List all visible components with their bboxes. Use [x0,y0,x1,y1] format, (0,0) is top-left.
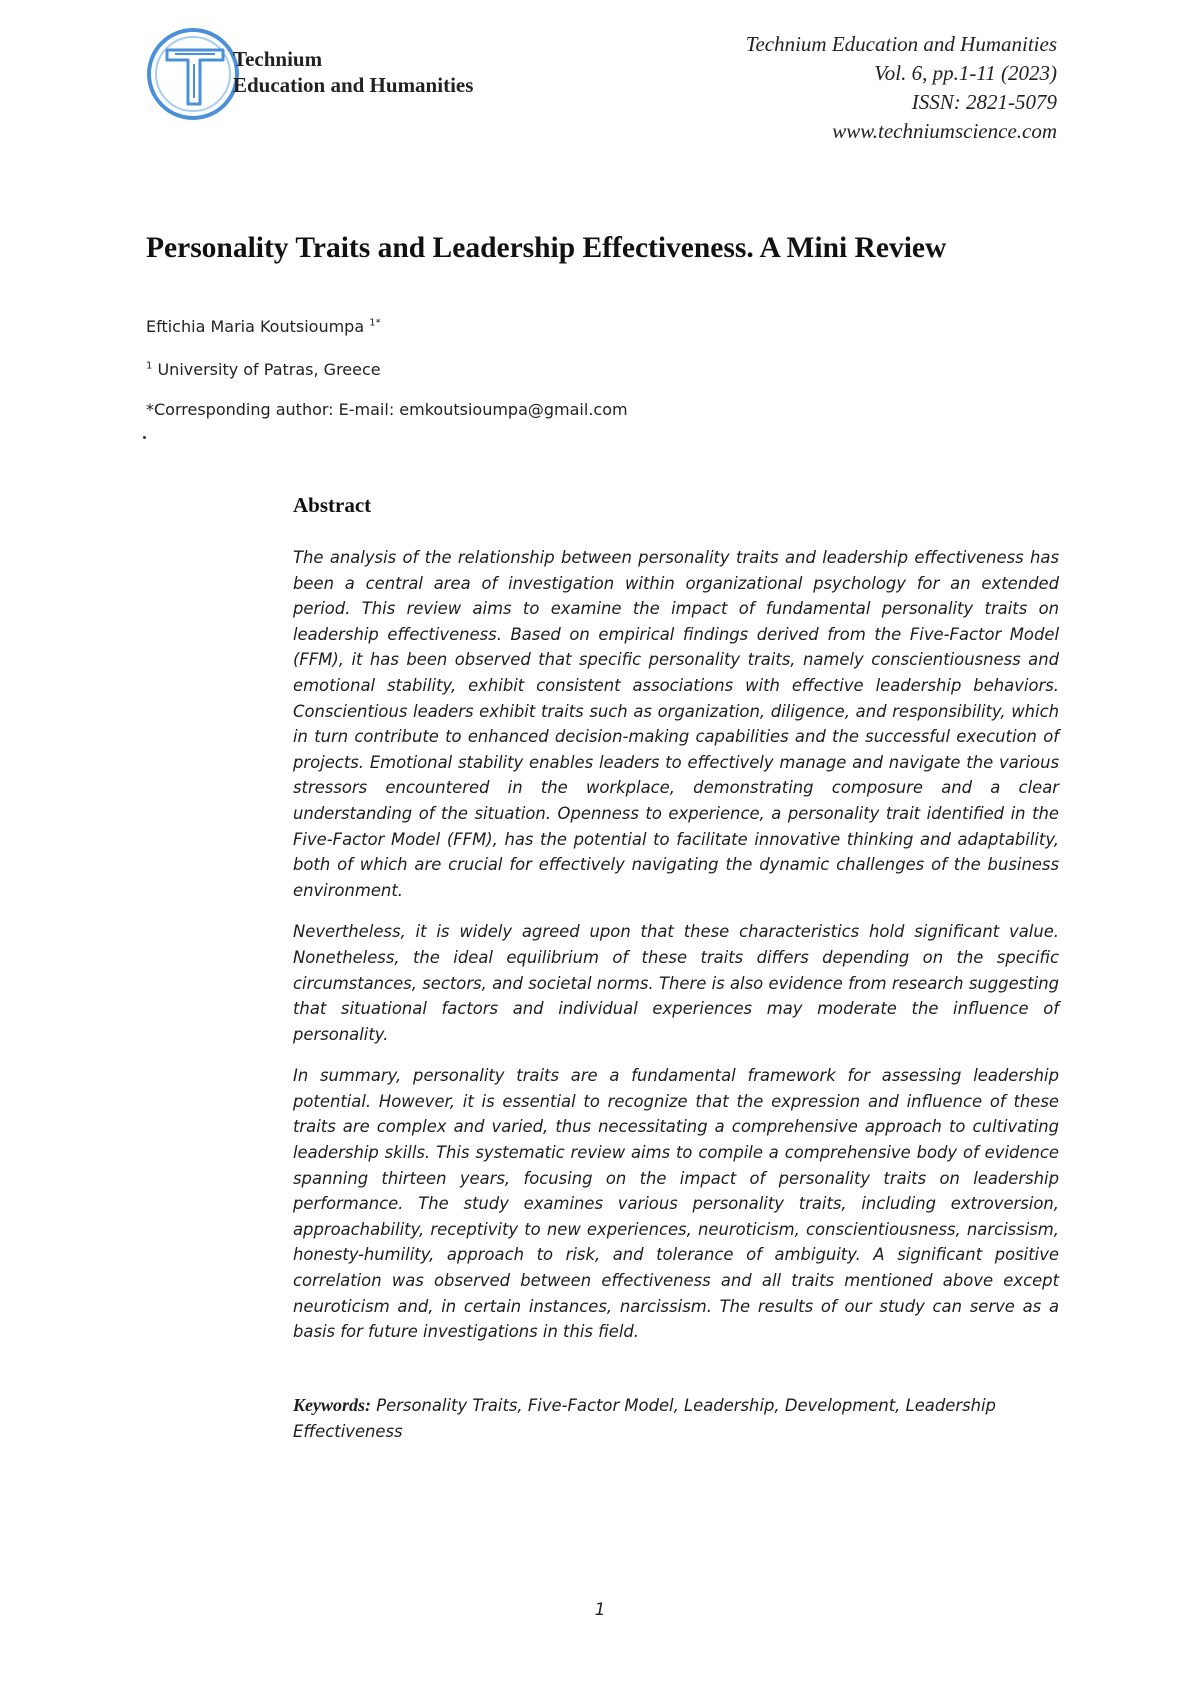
page-number: 1 [594,1600,606,1620]
journal-logo-icon [145,24,245,124]
abstract-paragraph: Nevertheless, it is widely agreed upon that these characteristics hold significant value. Nonetheless, the ideal equilibrium of these traits differs depending on the specific circumstances, sectors, and societal norms. There is also evidence from research suggesting that situational factors and individual experiences may moderate the influence of personality. [293,922,1059,1044]
affiliation-text: University of Patras, Greece [157,360,381,379]
journal-volume: Vol. 6, pp.1-11 (2023) [874,61,1057,85]
abstract-paragraph: In summary, personality traits are a fundamental framework for assessing leadership potential. However, it is essential to recognize that the expression and influence of these traits are complex and varied, thus necessitating a comprehensive approach to cultivating leadership skills. This systematic review aims to compile a comprehensive body of evidence spanning thirteen years, focusing on the impact of personality traits on leadership performance. The study examines various personality traits, including extroversion, approachability, receptivity to new experiences, neuroticism, conscientiousness, narcissism, honesty-humility, approach to risk, and tolerance of ambiguity. A significant positive correlation was observed between effectiveness and all traits mentioned above except neuroticism and, in certain instances, narcissism. The results of our study can serve as a basis for future investigations in this field. [293,1066,1059,1342]
journal-info [746,30,1057,146]
corresponding-author: *Corresponding author: E-mail: emkoutsioumpa@gmail.com [146,400,628,419]
abstract-paragraph: The analysis of the relationship between personality traits and leadership effectiveness has been a central area of investigation within organizational psychology for an extended period. This review aims to examine the impact of fundamental personality traits on leadership effectiveness. Based on empirical findings derived from the Five-Factor Model (FFM), it has been observed that specific personality traits, namely conscientiousness and emotional stability, exhibit consistent associations with effective leadership behaviors. Conscientious leaders exhibit traits such as organization, diligence, and responsibility, which in turn contribute to enhanced decision-making capabilities and the successful execution of projects. Emotional stability enables leaders to effectively manage and navigate the various stressors encountered in the workplace, demonstrating composure and a clear understanding of the situation. Openness to experience, a personality trait identified in the Five-Factor Model (FFM), has the potential to facilitate innovative thinking and adaptability, both of which are crucial for effectively navigating the dynamic challenges of the business environment. [293,548,1059,900]
logo-line-1: Technium [233,47,323,71]
journal-issn: ISSN: 2821-5079 [911,90,1057,114]
keywords-label: Keywords: [293,1395,371,1415]
author-superscript: 1* [369,317,381,329]
keywords [293,1393,1059,1444]
keywords-text: Personality Traits, Five-Factor Model, Leadership, Development, Leadership Effectiveness [293,1396,996,1441]
abstract-body [293,545,1059,1361]
logo-line-2: Education and Humanities [233,73,474,97]
stray-dot [143,436,146,439]
abstract-heading: Abstract [293,493,372,517]
paper-title: Personality Traits and Leadership Effectiveness. A Mini Review [146,232,947,264]
affiliation-superscript: 1 [146,360,153,372]
author-name: Eftichia Maria Koutsioumpa [146,317,365,336]
journal-logo-text [233,46,473,98]
journal-name: Technium Education and Humanities [745,32,1057,56]
author-line [146,317,381,336]
affiliation-line [146,360,381,379]
journal-website[interactable]: www.techniumscience.com [832,119,1057,143]
